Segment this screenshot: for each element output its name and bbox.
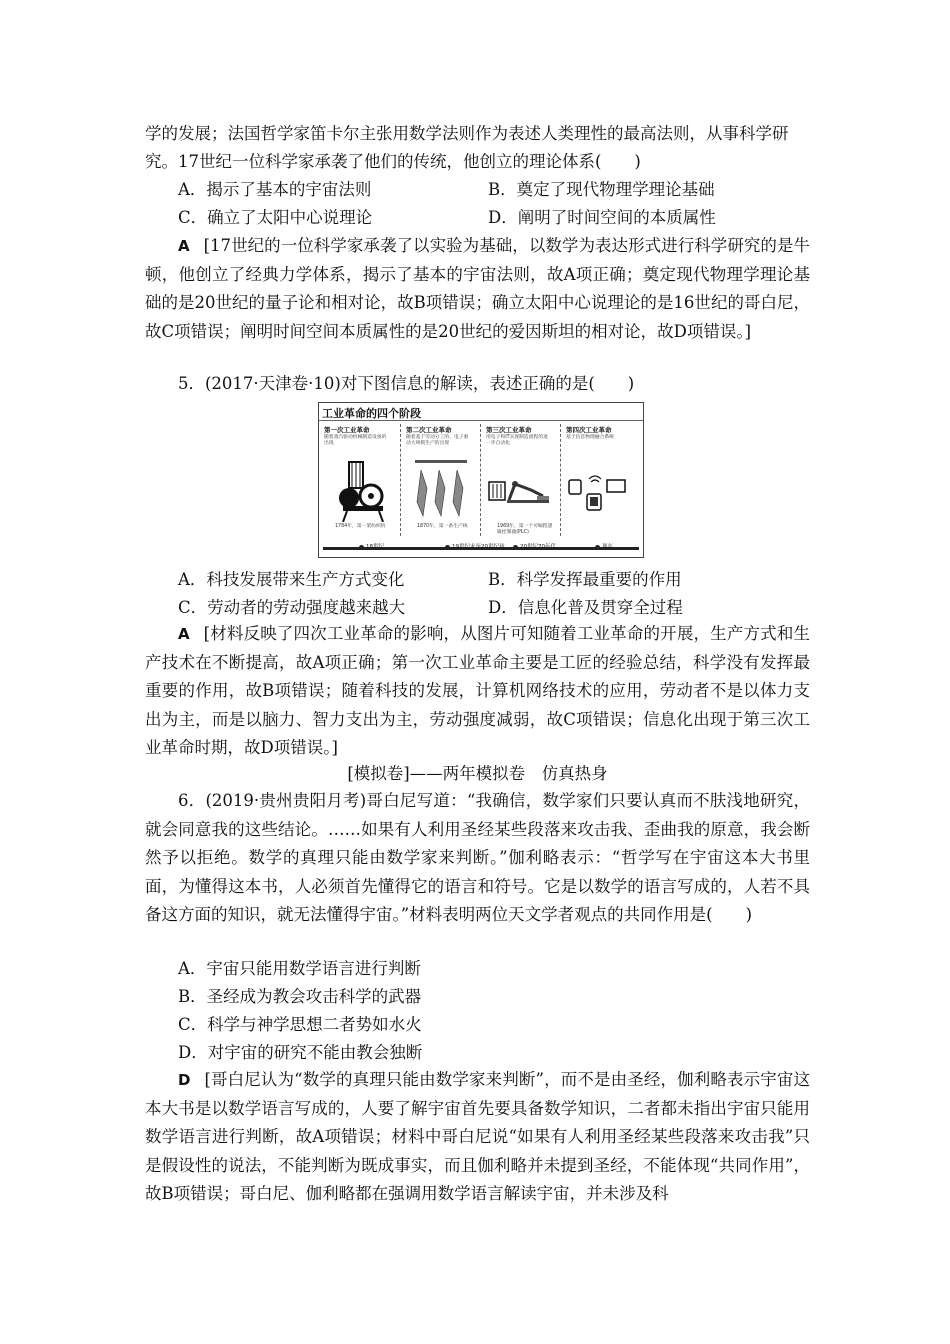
section-heading: [模拟卷]——两年模拟卷 仿真热身 — [347, 764, 608, 783]
timeline-label-4: 现在 — [602, 544, 614, 550]
q4-answer: A — [178, 237, 190, 255]
q4-stem-line2: 究。17世纪一位科学家承袭了他们的传统，他创立的理论体系( ) — [145, 152, 641, 171]
q4-stem-line1: 学的发展；法国哲学家笛卡尔主张用数学法则作为表述人类理性的最高法则，从事科学研 — [145, 124, 789, 143]
q6-option-b: B．圣经成为教会攻击科学的武器 — [178, 987, 422, 1006]
stage-3-desc: 用电子和IT实现制造流程的进一步自动化 — [486, 435, 548, 446]
q6-explanation: [哥白尼认为“数学的真理只能由数学家来判断”，而不是由圣经，伽利略表示宇宙这本大书是以数学语言写成的，人要了解宇宙首先要具备数学知识，二者都未指出宇宙只能用数学语言进行判断，故A项错误；材料中哥白尼说“如果有人利用圣经某些段落来攻击我”只是假设性的说法，不能判断为既成事实，而且伽利略并未提到圣经，不能体现“共同作用”，故B项错误；哥白尼、伽利略都在强调用数学语言解读宇宙，并未涉及科 — [145, 1070, 810, 1203]
q4-option-b: B．奠定了现代物理学理论基础 — [488, 180, 715, 199]
stage-separator — [560, 424, 561, 536]
stage-separator — [400, 424, 401, 536]
timeline-label-3: 20世纪70年代 — [520, 544, 556, 550]
q5-options — [178, 566, 818, 622]
figure-title: 工业革命的四个阶段 — [322, 407, 421, 420]
production-line-icon — [413, 458, 469, 518]
q6-answer-block — [145, 1066, 810, 1209]
timeline-dot — [595, 545, 600, 550]
stage-2-caption: 1870年，第一条生产线 — [417, 524, 468, 529]
loom-icon — [335, 458, 389, 522]
stage-3-title: 第三次工业革命 — [486, 426, 532, 434]
q6-option-d: D．对宇宙的研究不能由教会独断 — [178, 1043, 423, 1062]
stage-2 — [403, 424, 476, 540]
stage-1-desc: 随着蒸汽驱动机械制造设备的出现 — [324, 435, 387, 446]
q5-answer: A — [178, 625, 190, 643]
q4-answer-block — [145, 232, 810, 346]
industrial-revolution-figure — [318, 402, 644, 558]
stage-separator — [480, 424, 481, 536]
stage-3-caption: 1969年，第一个可编程逻辑控制器(PLC) — [497, 524, 553, 535]
q4-option-a: A．揭示了基本的宇宙法则 — [178, 180, 372, 199]
smart-devices-icon — [567, 472, 633, 512]
timeline-dot — [359, 545, 364, 550]
timeline-label-1: 18世纪 — [366, 544, 384, 550]
figure-title-rule — [319, 420, 643, 421]
q4-explanation: [17世纪的一位科学家承袭了以实验为基础，以数学为表达形式进行科学研究的是牛顿，他创立了经典力学体系，揭示了基本的宇宙法则，故A项正确；奠定现代物理学理论基础的是20世纪的量子论和相对论，故B项错误；确立太阳中心说理论的是16世纪的哥白尼，故C项错误；阐明时间空间本质属性的是20世纪的爱因斯坦的相对论，故D项错误。] — [145, 236, 810, 341]
stage-2-title: 第二次工业革命 — [406, 426, 452, 434]
stage-1-title: 第一次工业革命 — [324, 426, 370, 434]
q6-options — [178, 955, 818, 1067]
q4-options — [178, 176, 818, 232]
stage-3 — [483, 424, 556, 540]
stage-4-desc: 基于信息物理融合系统 — [566, 435, 614, 440]
q5-option-b: B．科学发挥最重要的作用 — [488, 570, 682, 589]
stage-4 — [563, 424, 636, 540]
q5-option-d: D．信息化普及贯穿全过程 — [488, 598, 683, 617]
q5-stem: 5．(2017·天津卷·10)对下图信息的解读，表述正确的是( ) — [178, 374, 635, 393]
stage-2-desc: 随着基于劳动分工的、电子驱动大规模生产的出现 — [406, 435, 469, 446]
timeline-label-2: 19世纪末至20世纪初 — [452, 544, 505, 550]
q5-answer-block — [145, 620, 810, 763]
robot-arm-icon — [487, 470, 551, 506]
q5-option-a: A．科技发展带来生产方式变化 — [178, 570, 405, 589]
timeline-dot — [513, 545, 518, 550]
q6-stem: 6．(2019·贵州贵阳月考)哥白尼写道：“我确信，数学家们只要认真而不肤浅地研究，就会同意我的这些结论。……如果有人利用圣经某些段落来攻击我、歪曲我的原意，我会断然予以拒绝。数学的真理只能由数学家来判断。”伽利略表示：“哲学写在宇宙这本大书里面，为懂得这本书，人必须首先懂得它的语言和符号。它是以数学的语言写成的，人若不具备这方面的知识，就无法懂得宇宙。”材料表明两位天文学者观点的共同作用是( ) — [145, 791, 810, 924]
stage-4-title: 第四次工业革命 — [566, 426, 612, 434]
q6-answer: D — [178, 1071, 191, 1089]
stage-1 — [321, 424, 394, 540]
q5-option-c: C．劳动者的劳动强度越来越大 — [178, 598, 406, 617]
q6-option-c: C．科学与神学思想二者势如水火 — [178, 1015, 422, 1034]
timeline-dot — [445, 545, 450, 550]
q5-explanation: [材料反映了四次工业革命的影响，从图片可知随着工业革命的开展，生产方式和生产技术在不断提高，故A项正确；第一次工业革命主要是工匠的经验总结，科学没有发挥最重要的作用，故B项错误；随着科技的发展，计算机网络技术的应用，劳动者不是以体力支出为主，而是以脑力、智力支出为主，劳动强度减弱，故C项错误；信息化出现于第三次工业革命时期，故D项错误。] — [145, 624, 810, 757]
q4-option-c: C．确立了太阳中心说理论 — [178, 208, 373, 227]
q6-option-a: A．宇宙只能用数学语言进行判断 — [178, 959, 421, 978]
stage-1-caption: 1784年，第一架纺织机 — [335, 524, 386, 529]
q4-option-d: D．阐明了时间空间的本质属性 — [488, 208, 716, 227]
